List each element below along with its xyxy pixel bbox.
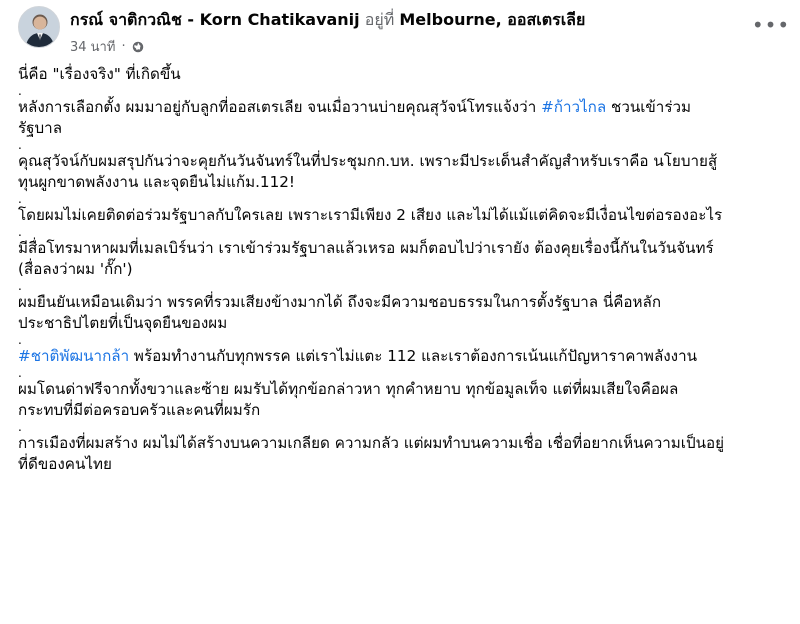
post-paragraph-1 bbox=[18, 64, 788, 85]
author-avatar[interactable] bbox=[18, 6, 60, 48]
post-paragraph-5 bbox=[18, 238, 788, 280]
post-meta bbox=[70, 36, 144, 57]
post-timestamp[interactable]: 34 นาที bbox=[70, 40, 116, 55]
paragraph-text: นี่คือ "เรื่องจริง" ที่เกิดขึ้น bbox=[18, 65, 181, 83]
paragraph-text: ชวนเข้าร่วม รัฐบาล bbox=[18, 98, 692, 137]
paragraph-text: โดยผมไม่เคยติดต่อร่วมรัฐบาลกับใครเลย เพราะเรามีเพียง 2 เสียง และไม่ได้แม้แต่คิดจะมีเงื่อนไขต่อรองอะไร bbox=[18, 206, 723, 224]
paragraph-text: พร้อมทำงานกับทุกพรรค แต่เราไม่แตะ 112 และเราต้องการเน้นแก้ปัญหาราคาพลังงาน bbox=[129, 347, 697, 365]
author-line bbox=[70, 10, 585, 30]
paragraph-text: หลังการเลือกตั้ง ผมมาอยู่กับลูกที่ออสเตรเลีย จนเมื่อวานบ่ายคุณสุวัจน์โทรแจ้งว่า bbox=[18, 98, 542, 116]
location-link[interactable]: Melbourne, ออสเตรเลีย bbox=[399, 10, 586, 29]
post-paragraph-8 bbox=[18, 379, 788, 421]
more-options-button[interactable] bbox=[751, 10, 791, 40]
paragraph-text: คุณสุวัจน์กับผมสรุปกันว่าจะคุยกันวันจันทร์ในที่ประชุมกก.บห. เพราะมีประเด็นสำคัญสำหรับเราคือ นโยบายสู้ ทุนผูกขาดพลังงาน และจุดยืนไม่แก้ม.112! bbox=[18, 152, 718, 191]
paragraph-separator: . bbox=[18, 225, 22, 239]
meta-dot: · bbox=[121, 39, 126, 54]
at-text: อยู่ที่ bbox=[364, 10, 395, 29]
hashtag-link-chartpattanaklah[interactable]: #ชาติพัฒนากล้า bbox=[18, 347, 130, 365]
post-paragraph-3 bbox=[18, 151, 788, 193]
author-name-link[interactable]: กรณ์ จาติกวณิช - Korn Chatikavanij bbox=[70, 10, 360, 29]
post-body bbox=[18, 64, 788, 475]
paragraph-text: ผมยืนยันเหมือนเดิมว่า พรรคที่รวมเสียงข้างมากได้ ถึงจะมีความชอบธรรมในการตั้งรัฐบาล นี่คือหลัก ประชาธิปไตยที่เป็นจุดยืนของผม bbox=[18, 293, 662, 332]
post-header bbox=[18, 4, 791, 60]
post-paragraph-2 bbox=[18, 97, 788, 139]
more-options-icon: ••• bbox=[751, 13, 791, 37]
paragraph-separator: . bbox=[18, 84, 22, 98]
globe-icon[interactable] bbox=[132, 41, 144, 53]
paragraph-separator: . bbox=[18, 333, 22, 347]
post-paragraph-6 bbox=[18, 292, 788, 334]
hashtag-link-kaokai[interactable]: #ก้าวไกล bbox=[541, 98, 607, 116]
paragraph-text: มีสื่อโทรมาหาผมที่เมลเบิร์นว่า เราเข้าร่วมรัฐบาลแล้วเหรอ ผมก็ตอบไปว่าเรายัง ต้องคุยเรื่องนี้กันในวันจันทร์ (สื่อลงว่าผม 'กั๊ก') bbox=[18, 239, 714, 278]
avatar-portrait-icon bbox=[19, 7, 60, 48]
paragraph-separator: . bbox=[18, 366, 22, 380]
paragraph-separator: . bbox=[18, 279, 22, 293]
paragraph-separator: . bbox=[18, 138, 22, 152]
post-paragraph-7 bbox=[18, 346, 788, 367]
post-paragraph-9 bbox=[18, 433, 788, 475]
paragraph-text: การเมืองที่ผมสร้าง ผมไม่ได้สร้างบนความเกลียด ความกลัว แต่ผมทำบนความเชื่อ เชื่อที่อยากเห็นความเป็นอยู่ ที่ดีของคนไทย bbox=[18, 434, 725, 473]
post-paragraph-4 bbox=[18, 205, 788, 226]
paragraph-text: ผมโดนด่าฟรีจากทั้งขวาและซ้าย ผมรับได้ทุกข้อกล่าวหา ทุกคำหยาบ ทุกข้อมูลเท็จ แต่ที่ผมเสียใจคือผล กระทบที่มีต่อครอบครัวและคนที่ผมรัก bbox=[18, 380, 679, 419]
paragraph-separator: . bbox=[18, 192, 22, 206]
paragraph-separator: . bbox=[18, 420, 22, 434]
